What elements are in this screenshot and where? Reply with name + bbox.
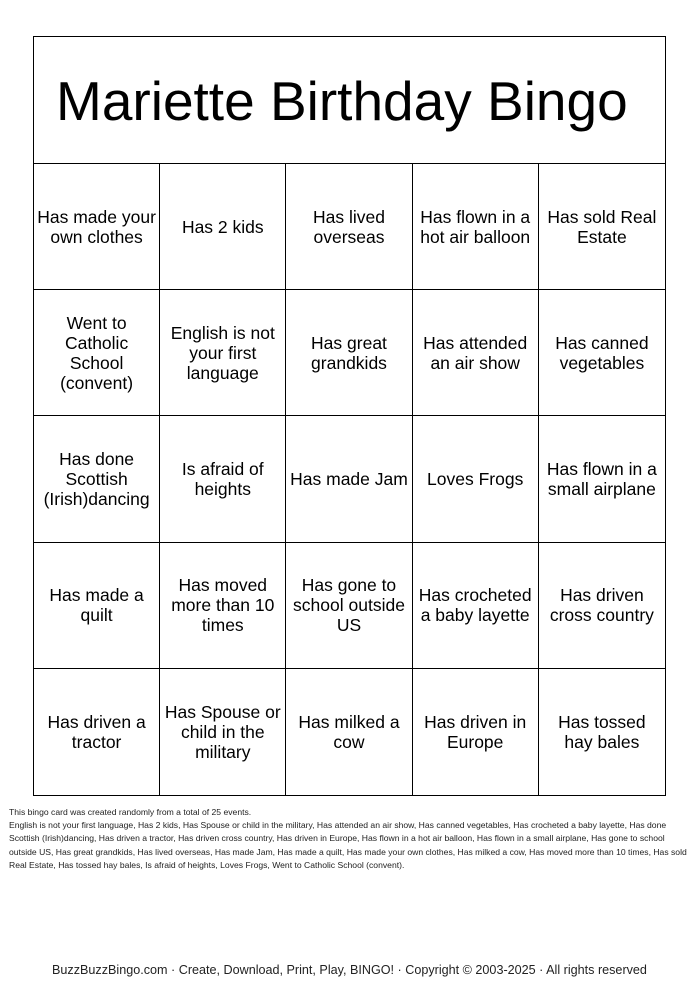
card-title: Mariette Birthday Bingo [56,69,628,132]
cell-text: Has sold Real Estate [547,206,657,247]
bingo-cell [286,164,412,290]
cell-text: Has milked a cow [298,711,400,752]
cell-text: Has canned vegetables [555,332,649,373]
bingo-cell [34,290,160,416]
cell-text: Has driven a tractor [47,711,146,752]
cell-text: Has 2 kids [181,216,264,237]
bingo-cell [413,164,539,290]
cell-text: Has tossed hay bales [558,711,646,752]
bingo-cell [160,164,286,290]
cell-text: Has attended an air show [423,332,528,373]
cell-text: Loves Frogs [427,468,524,489]
cell-text: Has great grandkids [311,332,387,373]
bingo-cell [160,669,286,795]
cell-text: Has Spouse or child in the military [164,701,281,762]
bingo-cell [34,164,160,290]
cell-text: Has driven in Europe [424,711,527,752]
bingo-card [33,36,666,796]
cell-text: Is afraid of heights [181,458,264,499]
bingo-cell [539,416,665,542]
bingo-cell [539,543,665,669]
bingo-cell [34,416,160,542]
cell-text: Went to Catholic School (convent) [60,312,134,393]
title-row [34,37,665,164]
bingo-cell [286,290,412,416]
cell-text: Has made your own clothes [37,206,156,247]
cell-text: Has crocheted a baby layette [418,585,532,626]
bingo-cell [160,543,286,669]
bingo-cell [286,416,412,542]
bingo-cell [539,290,665,416]
note-intro: This bingo card was created randomly from a total of 25 events. [9,807,252,817]
bingo-cell [34,543,160,669]
cell-text: English is not your first language [170,322,275,383]
cell-text: Has gone to school outside US [293,575,405,636]
cell-text: Has driven cross country [549,585,654,626]
bingo-cell [160,416,286,542]
bingo-cell [34,669,160,795]
bingo-cell [413,290,539,416]
site-footer: BuzzBuzzBingo.com · Create, Download, Print, Play, BINGO! · Copyright © 2003-2025 · All rights reserved [52,963,647,977]
note-events: English is not your first language, Has 2 kids, Has Spouse or child in the military, Has attended an air show, Has canned vegetables, Has crocheted a baby layette, Has done Scottish (Irish)dancing, Has driven a tractor, Has driven cross country, Has driven in Europe, Has flown in a hot air balloon, Has flown in a small airplane, Has gone to school outside US, Has great grandkids, Has lived overseas, Has made Jam, Has made a quilt, Has made your own clothes, Has milked a cow, Has moved more than 10 times, Has sold Real Estate, Has tossed hay bales, Is afraid of heights, Loves Frogs, Went to Catholic School (convent). [9,820,687,870]
bingo-cell [413,669,539,795]
cell-text: Has flown in a small airplane [546,458,657,499]
bingo-cell [413,416,539,542]
bingo-cell [160,290,286,416]
bingo-cell [539,164,665,290]
bingo-cell [539,669,665,795]
bingo-cell [413,543,539,669]
bingo-grid [34,164,665,795]
bingo-cell [286,543,412,669]
cell-text: Has made Jam [290,468,408,489]
cell-text: Has done Scottish (Irish)dancing [43,448,150,509]
bingo-cell [286,669,412,795]
cell-text: Has lived overseas [313,206,385,247]
event-list-note [9,806,691,872]
cell-text: Has moved more than 10 times [171,575,275,636]
cell-text: Has flown in a hot air balloon [420,206,531,247]
cell-text: Has made a quilt [49,585,144,626]
